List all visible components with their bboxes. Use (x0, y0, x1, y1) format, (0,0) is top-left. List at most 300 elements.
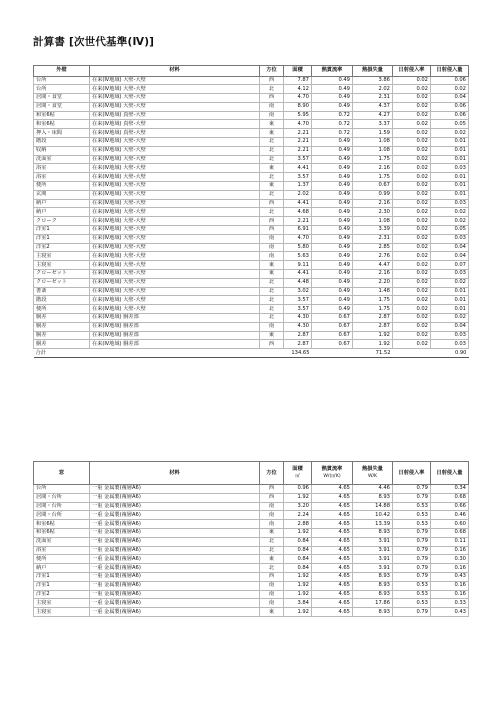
area-cell: 0.96 (284, 485, 312, 494)
heat-loss-cell: 1.75 (353, 173, 393, 182)
heat-loss-cell: 1.75 (353, 155, 393, 164)
material-cell: 在来(Ⅳ地域) 大壁-大壁 (90, 155, 260, 164)
solar-gain-cell: 0.04 (431, 94, 469, 103)
wall-header-cell: 熱貫流率 (312, 66, 353, 77)
area-cell: 0.84 (284, 555, 312, 564)
solar-gain-cell: 0.66 (431, 502, 469, 511)
area-cell: 2.02 (284, 190, 312, 199)
room-cell: 居間・食堂 (34, 102, 90, 111)
orientation-cell: 南 (260, 502, 284, 511)
room-cell: クローゼット (34, 270, 90, 279)
solar-gain-cell: 0.16 (431, 564, 469, 573)
solar-gain-cell: 0.02 (431, 314, 469, 323)
orientation-cell: 南 (260, 322, 284, 331)
area-cell: 9.11 (284, 261, 312, 270)
area-cell: 1.92 (284, 590, 312, 599)
u-value-cell: 4.65 (312, 502, 353, 511)
room-cell: 主寝室 (34, 608, 90, 617)
u-value-cell: 0.49 (312, 85, 353, 94)
room-cell: 和室6帖 (34, 528, 90, 537)
window-table-body (34, 485, 469, 617)
solar-rate-cell: 0.02 (393, 199, 431, 208)
u-value-cell: 0.49 (312, 243, 353, 252)
window-row (34, 590, 469, 599)
wall-row (34, 305, 469, 314)
area-cell: 4.68 (284, 208, 312, 217)
solar-rate-cell: 0.02 (393, 138, 431, 147)
area-cell: 3.57 (284, 173, 312, 182)
solar-rate-cell: 0.02 (393, 243, 431, 252)
orientation-cell: 北 (260, 146, 284, 155)
room-cell: 居間・台所 (34, 502, 90, 511)
heat-loss-cell: 8.93 (353, 528, 393, 537)
material-cell: 一重 金属製(複層A6) (90, 581, 260, 590)
orientation-cell: 東 (260, 182, 284, 191)
solar-rate-cell: 0.53 (393, 581, 431, 590)
window-row (34, 555, 469, 564)
wall-header-cell: 面積 (284, 66, 312, 77)
orientation-cell: 南 (260, 520, 284, 529)
window-header-cell: 日射侵入量 (431, 462, 469, 485)
solar-gain-cell: 0.07 (431, 261, 469, 270)
window-row (34, 546, 469, 555)
area-cell: 4.41 (284, 199, 312, 208)
solar-gain-cell: 0.04 (431, 243, 469, 252)
material-cell: 一重 金属製(複層A6) (90, 608, 260, 617)
room-cell: 階段 (34, 296, 90, 305)
orientation-cell: 南 (260, 511, 284, 520)
orientation-cell: 東 (260, 129, 284, 138)
solar-gain-cell: 0.16 (431, 590, 469, 599)
room-cell: 便所 (34, 555, 90, 564)
u-value-cell: 0.67 (312, 314, 353, 323)
orientation-cell: 東 (260, 331, 284, 340)
orientation-cell: 北 (260, 173, 284, 182)
u-value-cell: 0.49 (312, 217, 353, 226)
wall-row (34, 278, 469, 287)
wall-row (34, 331, 469, 340)
room-cell: 居間・食堂 (34, 94, 90, 103)
heat-loss-cell: 3.37 (353, 120, 393, 129)
area-cell: 2.21 (284, 138, 312, 147)
solar-gain-cell: 0.30 (431, 555, 469, 564)
solar-gain-cell: 0.34 (431, 485, 469, 494)
orientation-cell: 東 (260, 120, 284, 129)
room-cell: 洋室1 (34, 234, 90, 243)
solar-rate-cell: 0.02 (393, 217, 431, 226)
orientation-cell: 南 (260, 111, 284, 120)
u-value-cell: 0.49 (312, 305, 353, 314)
window-row (34, 564, 469, 573)
room-cell: 主寝室 (34, 252, 90, 261)
solar-rate-cell: 0.02 (393, 296, 431, 305)
wall-row (34, 314, 469, 323)
room-cell: 胴差 (34, 314, 90, 323)
solar-rate-cell: 0.79 (393, 485, 431, 494)
room-cell: 居間・台所 (34, 493, 90, 502)
area-cell: 1.92 (284, 608, 312, 617)
heat-loss-cell: 8.93 (353, 493, 393, 502)
heat-loss-cell: 2.20 (353, 278, 393, 287)
room-cell: 洋室1 (34, 226, 90, 235)
area-cell: 2.87 (284, 331, 312, 340)
area-cell: 3.57 (284, 296, 312, 305)
orientation-cell: 西 (260, 572, 284, 581)
solar-rate-cell: 0.02 (393, 322, 431, 331)
solar-rate-cell: 0.53 (393, 520, 431, 529)
room-cell: 階段 (34, 138, 90, 147)
wall-header-cell: 熱損失量 (353, 66, 393, 77)
wall-total-heat-loss: 71.52 (353, 349, 393, 358)
solar-gain-cell: 0.02 (431, 278, 469, 287)
heat-loss-cell: 1.92 (353, 331, 393, 340)
orientation-cell: 北 (260, 546, 284, 555)
solar-gain-cell: 0.04 (431, 322, 469, 331)
area-cell: 8.90 (284, 102, 312, 111)
area-cell: 1.92 (284, 493, 312, 502)
heat-loss-cell: 8.93 (353, 590, 393, 599)
solar-rate-cell: 0.79 (393, 555, 431, 564)
heat-loss-cell: 3.91 (353, 546, 393, 555)
solar-rate-cell: 0.79 (393, 537, 431, 546)
solar-rate-cell: 0.02 (393, 226, 431, 235)
wall-row (34, 102, 469, 111)
solar-rate-cell: 0.02 (393, 252, 431, 261)
room-cell: 納戸 (34, 208, 90, 217)
room-cell: 納戸 (34, 564, 90, 573)
orientation-cell: 東 (260, 164, 284, 173)
wall-row (34, 190, 469, 199)
solar-rate-cell: 0.02 (393, 340, 431, 349)
solar-gain-cell: 0.68 (431, 493, 469, 502)
room-cell: 書斎 (34, 287, 90, 296)
material-cell: 一重 金属製(複層A6) (90, 528, 260, 537)
room-cell: 浴室 (34, 173, 90, 182)
heat-loss-cell: 2.31 (353, 234, 393, 243)
area-cell: 3.02 (284, 287, 312, 296)
solar-gain-cell: 0.01 (431, 138, 469, 147)
wall-row (34, 199, 469, 208)
window-header-cell: 熱損失量 W/K (353, 462, 393, 485)
heat-loss-cell: 3.91 (353, 537, 393, 546)
solar-rate-cell: 0.02 (393, 331, 431, 340)
solar-gain-cell: 0.03 (431, 270, 469, 279)
solar-rate-cell: 0.02 (393, 111, 431, 120)
material-cell: 一重 金属製(複層A6) (90, 502, 260, 511)
area-cell: 2.21 (284, 146, 312, 155)
u-value-cell: 0.49 (312, 234, 353, 243)
solar-gain-cell: 0.03 (431, 234, 469, 243)
solar-gain-cell: 0.46 (431, 511, 469, 520)
u-value-cell: 0.67 (312, 322, 353, 331)
material-cell: 一重 金属製(複層A6) (90, 546, 260, 555)
solar-gain-cell: 0.03 (431, 164, 469, 173)
orientation-cell: 北 (260, 296, 284, 305)
solar-gain-cell: 0.01 (431, 190, 469, 199)
material-cell: 在来(Ⅳ地域) 胴差部 (90, 331, 260, 340)
solar-rate-cell: 0.02 (393, 234, 431, 243)
area-cell: 6.91 (284, 226, 312, 235)
material-cell: 在来(Ⅳ地域) 真壁-大壁 (90, 129, 260, 138)
material-cell: 一重 金属製(複層A6) (90, 590, 260, 599)
heat-loss-cell: 2.30 (353, 208, 393, 217)
material-cell: 在来(Ⅳ地域) 大壁-大壁 (90, 287, 260, 296)
material-cell: 一重 金属製(複層A6) (90, 555, 260, 564)
orientation-cell: 西 (260, 226, 284, 235)
solar-gain-cell: 0.43 (431, 608, 469, 617)
material-cell: 在来(Ⅳ地域) 大壁-大壁 (90, 252, 260, 261)
solar-gain-cell: 0.11 (431, 537, 469, 546)
window-header-cell: 材料 (90, 462, 260, 485)
solar-gain-cell: 0.01 (431, 305, 469, 314)
solar-rate-cell: 0.53 (393, 590, 431, 599)
material-cell: 在来(Ⅳ地域) 大壁-大壁 (90, 146, 260, 155)
area-cell: 4.30 (284, 314, 312, 323)
solar-rate-cell: 0.02 (393, 182, 431, 191)
material-cell: 在来(Ⅳ地域) 大壁-大壁 (90, 208, 260, 217)
material-cell: 在来(Ⅳ地域) 大壁-大壁 (90, 94, 260, 103)
orientation-cell: 北 (260, 85, 284, 94)
u-value-cell: 0.49 (312, 138, 353, 147)
heat-loss-cell: 2.85 (353, 243, 393, 252)
orientation-cell: 東 (260, 528, 284, 537)
room-cell: 洋室1 (34, 572, 90, 581)
heat-loss-cell: 4.46 (353, 485, 393, 494)
heat-loss-cell: 2.87 (353, 322, 393, 331)
room-cell: 玄関 (34, 190, 90, 199)
area-cell: 0.84 (284, 537, 312, 546)
solar-gain-cell: 0.05 (431, 226, 469, 235)
orientation-cell: 北 (260, 208, 284, 217)
wall-table-body (34, 76, 469, 349)
orientation-cell: 北 (260, 155, 284, 164)
heat-loss-cell: 3.86 (353, 76, 393, 85)
wall-row (34, 182, 469, 191)
solar-gain-cell: 0.01 (431, 155, 469, 164)
solar-gain-cell: 0.43 (431, 572, 469, 581)
solar-rate-cell: 0.02 (393, 155, 431, 164)
wall-row (34, 287, 469, 296)
u-value-cell: 0.67 (312, 340, 353, 349)
orientation-cell: 西 (260, 340, 284, 349)
u-value-cell: 4.65 (312, 537, 353, 546)
heat-loss-cell: 3.91 (353, 564, 393, 573)
u-value-cell: 0.72 (312, 120, 353, 129)
room-cell: 和室6帖 (34, 120, 90, 129)
solar-gain-cell: 0.06 (431, 76, 469, 85)
room-cell: クローク (34, 217, 90, 226)
room-cell: 居間・台所 (34, 511, 90, 520)
orientation-cell: 南 (260, 599, 284, 608)
solar-gain-cell: 0.01 (431, 173, 469, 182)
room-cell: 胴差 (34, 322, 90, 331)
u-value-cell: 0.49 (312, 155, 353, 164)
solar-rate-cell: 0.02 (393, 102, 431, 111)
solar-gain-cell: 0.06 (431, 102, 469, 111)
solar-rate-cell: 0.02 (393, 76, 431, 85)
area-cell: 3.20 (284, 502, 312, 511)
material-cell: 一重 金属製(複層A6) (90, 520, 260, 529)
wall-row (34, 164, 469, 173)
heat-loss-cell: 1.75 (353, 305, 393, 314)
window-table (33, 461, 469, 617)
orientation-cell: 南 (260, 581, 284, 590)
wall-row (34, 296, 469, 305)
wall-header-cell: 日射侵入量 (431, 66, 469, 77)
solar-rate-cell: 0.02 (393, 146, 431, 155)
room-cell: 便所 (34, 182, 90, 191)
orientation-cell: 西 (260, 94, 284, 103)
wall-row (34, 243, 469, 252)
solar-rate-cell: 0.02 (393, 270, 431, 279)
u-value-cell: 0.49 (312, 190, 353, 199)
orientation-cell: 西 (260, 76, 284, 85)
heat-loss-cell: 8.93 (353, 608, 393, 617)
wall-total-row (34, 349, 469, 358)
u-value-cell: 0.49 (312, 199, 353, 208)
u-value-cell: 0.49 (312, 102, 353, 111)
u-value-cell: 4.65 (312, 572, 353, 581)
solar-gain-cell: 0.04 (431, 252, 469, 261)
heat-loss-cell: 1.59 (353, 129, 393, 138)
material-cell: 在来(Ⅳ地域) 胴差部 (90, 314, 260, 323)
window-header-cell: 面積 ㎡ (284, 462, 312, 485)
window-header-cell: 窓 (34, 462, 90, 485)
window-row (34, 608, 469, 617)
u-value-cell: 0.67 (312, 331, 353, 340)
heat-loss-cell: 1.08 (353, 146, 393, 155)
window-row (34, 520, 469, 529)
area-cell: 4.48 (284, 278, 312, 287)
area-cell: 2.21 (284, 217, 312, 226)
room-cell: 洋室1 (34, 581, 90, 590)
material-cell: 在来(Ⅳ地域) 大壁-大壁 (90, 182, 260, 191)
orientation-cell: 西 (260, 199, 284, 208)
window-row (34, 581, 469, 590)
heat-loss-cell: 2.16 (353, 270, 393, 279)
area-cell: 4.41 (284, 164, 312, 173)
wall-row (34, 234, 469, 243)
orientation-cell: 北 (260, 314, 284, 323)
solar-rate-cell: 0.79 (393, 493, 431, 502)
wall-row (34, 85, 469, 94)
window-header-cell: 日射侵入率 (393, 462, 431, 485)
u-value-cell: 4.65 (312, 590, 353, 599)
wall-header-cell: 日射侵入率 (393, 66, 431, 77)
area-cell: 2.24 (284, 511, 312, 520)
heat-loss-cell: 3.91 (353, 555, 393, 564)
area-cell: 3.84 (284, 599, 312, 608)
wall-total-label: 合計 (34, 349, 90, 358)
room-cell: 台所 (34, 485, 90, 494)
heat-loss-cell: 2.31 (353, 94, 393, 103)
solar-gain-cell: 0.03 (431, 331, 469, 340)
material-cell: 一重 金属製(複層A6) (90, 599, 260, 608)
wall-row (34, 76, 469, 85)
solar-rate-cell: 0.02 (393, 190, 431, 199)
heat-loss-cell: 2.87 (353, 314, 393, 323)
orientation-cell: 東 (260, 270, 284, 279)
area-cell: 7.87 (284, 76, 312, 85)
solar-gain-cell: 0.03 (431, 199, 469, 208)
solar-rate-cell: 0.02 (393, 287, 431, 296)
u-value-cell: 4.65 (312, 511, 353, 520)
u-value-cell: 4.65 (312, 520, 353, 529)
solar-gain-cell: 0.05 (431, 120, 469, 129)
wall-header-cell: 外壁 (34, 66, 90, 77)
solar-rate-cell: 0.02 (393, 278, 431, 287)
heat-loss-cell: 2.76 (353, 252, 393, 261)
wall-total-solar-gain: 0.90 (431, 349, 469, 358)
heat-loss-cell: 17.86 (353, 599, 393, 608)
heat-loss-cell: 10.42 (353, 511, 393, 520)
room-cell: 洗面室 (34, 537, 90, 546)
material-cell: 在来(Ⅳ地域) 大壁-大壁 (90, 270, 260, 279)
u-value-cell: 0.49 (312, 278, 353, 287)
u-value-cell: 0.49 (312, 182, 353, 191)
window-row (34, 537, 469, 546)
u-value-cell: 0.72 (312, 129, 353, 138)
solar-gain-cell: 0.01 (431, 287, 469, 296)
heat-loss-cell: 2.02 (353, 85, 393, 94)
u-value-cell: 0.49 (312, 252, 353, 261)
area-cell: 2.88 (284, 520, 312, 529)
solar-rate-cell: 0.53 (393, 502, 431, 511)
room-cell: 胴差 (34, 340, 90, 349)
solar-rate-cell: 0.79 (393, 546, 431, 555)
orientation-cell: 北 (260, 138, 284, 147)
wall-row (34, 146, 469, 155)
material-cell: 一重 金属製(複層A6) (90, 511, 260, 520)
area-unit: ㎡ (295, 474, 300, 479)
area-cell: 4.70 (284, 234, 312, 243)
u-value-cell: 4.65 (312, 564, 353, 573)
heat-loss-cell: 4.37 (353, 102, 393, 111)
heat-loss-cell: 1.08 (353, 217, 393, 226)
room-cell: 便所 (34, 305, 90, 314)
orientation-cell: 東 (260, 261, 284, 270)
window-row (34, 511, 469, 520)
material-cell: 在来(Ⅳ地域) 大壁-大壁 (90, 173, 260, 182)
orientation-cell: 東 (260, 608, 284, 617)
solar-gain-cell: 0.60 (431, 520, 469, 529)
room-cell: 洋室2 (34, 590, 90, 599)
wall-row (34, 155, 469, 164)
solar-rate-cell: 0.79 (393, 608, 431, 617)
material-cell: 在来(Ⅳ地域) 大壁-大壁 (90, 234, 260, 243)
material-cell: 在来(Ⅳ地域) 大壁-大壁 (90, 217, 260, 226)
material-cell: 在来(Ⅳ地域) 大壁-大壁 (90, 138, 260, 147)
area-cell: 1.92 (284, 581, 312, 590)
u-value-cell: 4.65 (312, 599, 353, 608)
solar-gain-cell: 0.02 (431, 129, 469, 138)
material-cell: 在来(Ⅳ地域) 大壁-大壁 (90, 226, 260, 235)
solar-gain-cell: 0.02 (431, 217, 469, 226)
solar-rate-cell: 0.02 (393, 261, 431, 270)
solar-rate-cell: 0.79 (393, 572, 431, 581)
room-cell: 洗面室 (34, 155, 90, 164)
orientation-cell: 南 (260, 234, 284, 243)
heat-loss-cell: 1.48 (353, 287, 393, 296)
material-cell: 一重 金属製(複層A6) (90, 537, 260, 546)
heat-loss-cell: 3.39 (353, 226, 393, 235)
heat-loss-cell: 14.88 (353, 502, 393, 511)
wall-row (34, 340, 469, 349)
u-value-cell: 0.49 (312, 146, 353, 155)
window-row (34, 502, 469, 511)
material-cell: 在来(Ⅳ地域) 大壁-大壁 (90, 164, 260, 173)
heat-loss-cell: 1.92 (353, 340, 393, 349)
